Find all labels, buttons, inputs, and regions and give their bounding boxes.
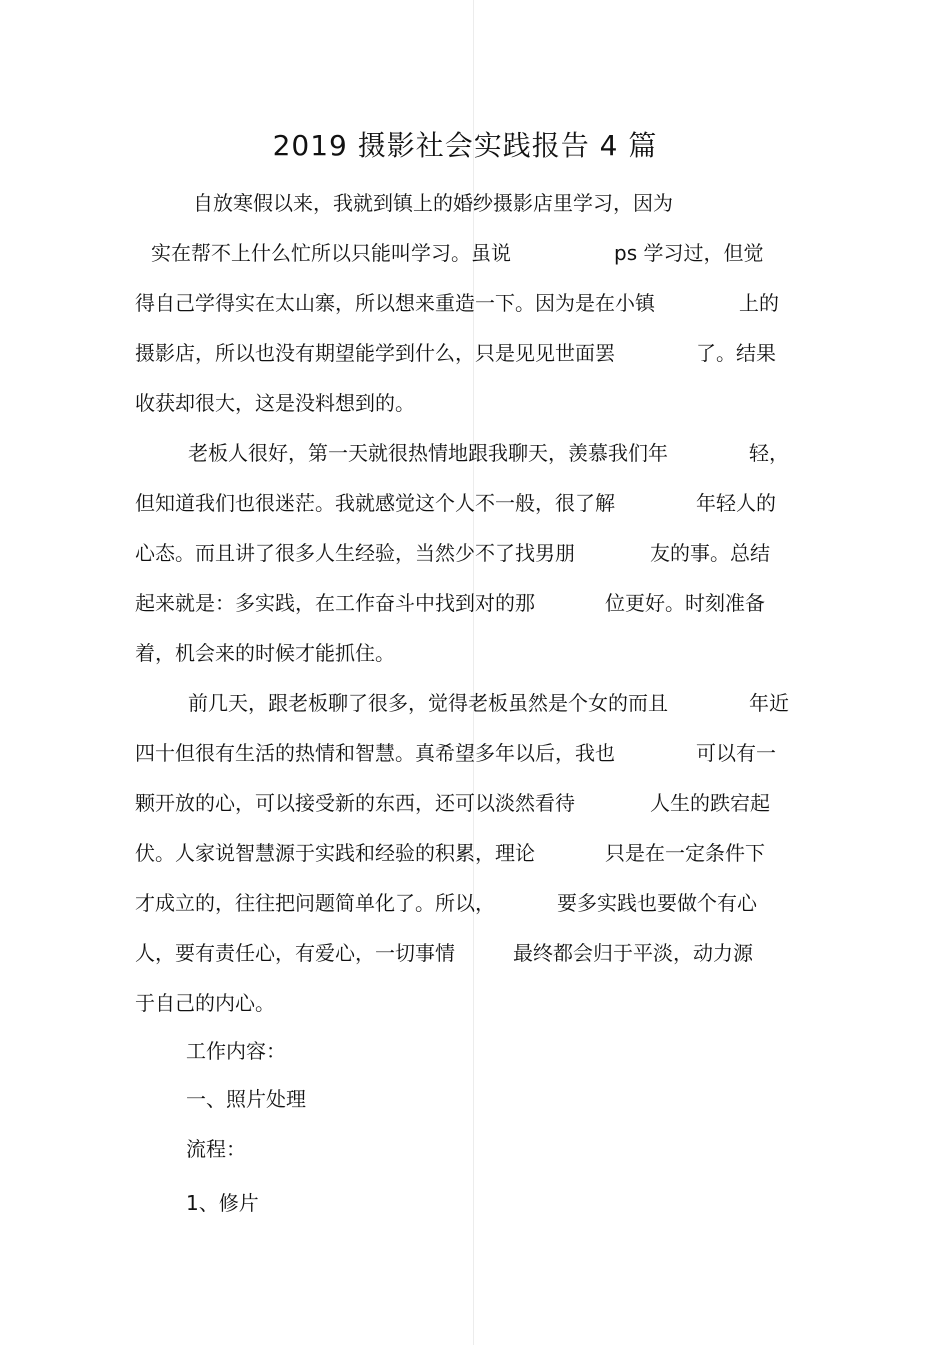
body-line — [0, 288, 950, 318]
body-line — [0, 838, 950, 868]
body-text-segment: 年近 — [749, 691, 789, 715]
body-text-segment: 只是在一定条件下 — [605, 841, 765, 865]
body-text-segment: 四十但很有生活的热情和智慧。真希望多年以后，我也 — [135, 741, 615, 765]
body-line — [0, 1188, 950, 1218]
body-text-segment: 伏。人家说智慧源于实践和经验的积累，理论 — [135, 841, 535, 865]
body-text-segment: 自放寒假以来，我就到镇上的婚纱摄影店里学习，因为 — [193, 191, 673, 215]
body-line — [0, 1134, 950, 1164]
body-text-segment: 年轻人的 — [696, 491, 776, 515]
body-text-segment: 起来就是：多实践，在工作奋斗中找到对的那 — [135, 591, 535, 615]
body-text-segment: 摄影店，所以也没有期望能学到什么，只是见见世面罢 — [135, 341, 615, 365]
body-text-segment: 可以有一 — [696, 741, 776, 765]
document-title: 2019 摄影社会实践报告 4 篇 — [272, 129, 658, 162]
body-text-segment: 工作内容： — [186, 1039, 286, 1063]
body-text-segment: 上的 — [739, 291, 779, 315]
body-text-segment: 一、照片处理 — [186, 1087, 306, 1111]
body-line — [0, 1036, 950, 1066]
body-text-segment: 实在帮不上什么忙所以只能叫学习。虽说 — [151, 241, 511, 265]
body-text-segment: 1、修片 — [186, 1191, 259, 1215]
body-line — [0, 988, 950, 1018]
body-line — [0, 338, 950, 368]
body-line — [0, 938, 950, 968]
body-text-segment: 了。结果 — [696, 341, 776, 365]
body-text-segment: 收获却很大，这是没料想到的。 — [135, 391, 415, 415]
body-text-segment: 颗开放的心，可以接受新的东西，还可以淡然看待 — [135, 791, 575, 815]
body-text-segment: 心态。而且讲了很多人生经验，当然少不了找男朋 — [135, 541, 575, 565]
body-text-segment: 位更好。时刻准备 — [605, 591, 765, 615]
body-text-segment: ps 学习过，但觉 — [614, 241, 764, 265]
body-text-segment: 但知道我们也很迷茫。我就感觉这个人不一般，很了解 — [135, 491, 615, 515]
body-line — [0, 738, 950, 768]
body-line — [0, 538, 950, 568]
body-text-segment: 友的事。总结 — [650, 541, 770, 565]
body-line — [0, 388, 950, 418]
body-text-segment: 要多实践也要做个有心 — [557, 891, 757, 915]
body-text-segment: 轻， — [749, 441, 789, 465]
body-line — [0, 438, 950, 468]
body-line — [0, 588, 950, 618]
body-text-segment: 人生的跌宕起 — [650, 791, 770, 815]
body-line — [0, 888, 950, 918]
body-text-segment: 老板人很好，第一天就很热情地跟我聊天，羡慕我们年 — [188, 441, 668, 465]
body-text-segment: 着，机会来的时候才能抓住。 — [135, 641, 395, 665]
body-text-segment: 流程： — [186, 1137, 246, 1161]
body-text-segment: 于自己的内心。 — [135, 991, 275, 1015]
body-line — [0, 788, 950, 818]
body-line — [0, 488, 950, 518]
body-line — [0, 688, 950, 718]
body-line — [0, 238, 950, 268]
body-text-segment: 人，要有责任心，有爱心，一切事情 — [135, 941, 455, 965]
body-text-segment: 得自己学得实在太山寨，所以想来重造一下。因为是在小镇 — [135, 291, 655, 315]
body-line — [0, 1084, 950, 1114]
body-text-segment: 最终都会归于平淡，动力源 — [513, 941, 753, 965]
body-text-segment: 才成立的，往往把问题简单化了。所以， — [135, 891, 495, 915]
body-text-segment: 前几天，跟老板聊了很多，觉得老板虽然是个女的而且 — [188, 691, 668, 715]
body-line — [0, 638, 950, 668]
body-line — [0, 188, 950, 218]
